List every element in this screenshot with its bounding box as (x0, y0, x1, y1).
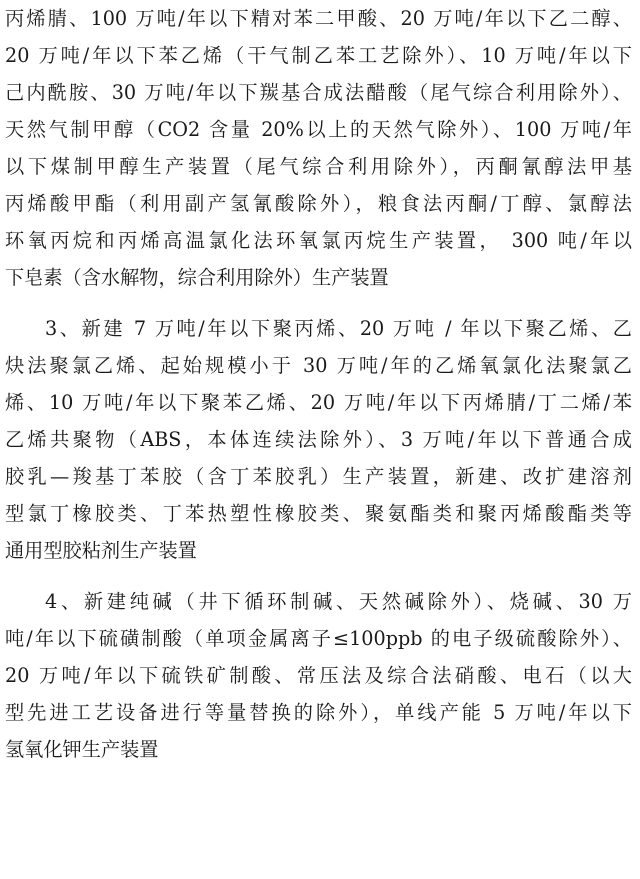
text-line: 下皂素（含水解物，综合利用除外）生产装置 (5, 266, 389, 289)
paragraph-item-4 (5, 583, 632, 768)
text-line: 丙烯腈、100 万吨/年以下精对苯二甲酸、20 万吨/年以下乙二醇、 (5, 7, 632, 30)
text-line: 通用型胶粘剂生产装置 (5, 539, 197, 562)
text-line: 乙烯共聚物（ABS，本体连续法除外）、3 万吨/年以下普通合成 (5, 428, 632, 451)
text-line: 型氯丁橡胶类、丁苯热塑性橡胶类、聚氨酯类和聚丙烯酸酯类等 (5, 502, 632, 525)
text-line: 3、新建 7 万吨/年以下聚丙烯、20 万吨 / 年以下聚乙烯、乙 (45, 317, 632, 340)
paragraph-continued (5, 0, 632, 296)
paragraph-spacer (5, 569, 632, 583)
text-line: 以下煤制甲醇生产装置（尾气综合利用除外），丙酮氰醇法甲基 (5, 155, 632, 178)
text-line: 20 万吨/年以下硫铁矿制酸、常压法及综合法硝酸、电石（以大 (5, 664, 632, 687)
text-line: 吨/年以下硫磺制酸（单项金属离子≤100ppb 的电子级硫酸除外）、 (5, 627, 632, 650)
paragraph-item-3 (5, 310, 632, 569)
text-line: 烯、10 万吨/年以下聚苯乙烯、20 万吨/年以下丙烯腈/丁二烯/苯 (5, 391, 632, 414)
text-line: 环氧丙烷和丙烯高温氯化法环氧氯丙烷生产装置， 300 吨/年以 (5, 229, 632, 252)
text-line: 己内酰胺、30 万吨/年以下羰基合成法醋酸（尾气综合利用除外）、 (5, 81, 632, 104)
text-line: 胶乳—羧基丁苯胶（含丁苯胶乳）生产装置，新建、改扩建溶剂 (5, 465, 632, 488)
text-line: 型先进工艺设备进行等量替换的除外），单线产能 5 万吨/年以下 (5, 701, 632, 724)
text-line: 丙烯酸甲酯（利用副产氢氰酸除外），粮食法丙酮/丁醇、氯醇法 (5, 192, 632, 215)
text-line: 4、新建纯碱（井下循环制碱、天然碱除外）、烧碱、30 万 (45, 590, 632, 613)
text-line: 氢氧化钾生产装置 (5, 738, 159, 761)
paragraph-spacer (5, 296, 632, 310)
text-line: 天然气制甲醇（CO2 含量 20%以上的天然气除外）、100 万吨/年 (5, 118, 632, 141)
text-line: 炔法聚氯乙烯、起始规模小于 30 万吨/年的乙烯氧氯化法聚氯乙 (5, 354, 632, 377)
text-line: 20 万吨/年以下苯乙烯（干气制乙苯工艺除外）、10 万吨/年以下 (5, 44, 632, 67)
